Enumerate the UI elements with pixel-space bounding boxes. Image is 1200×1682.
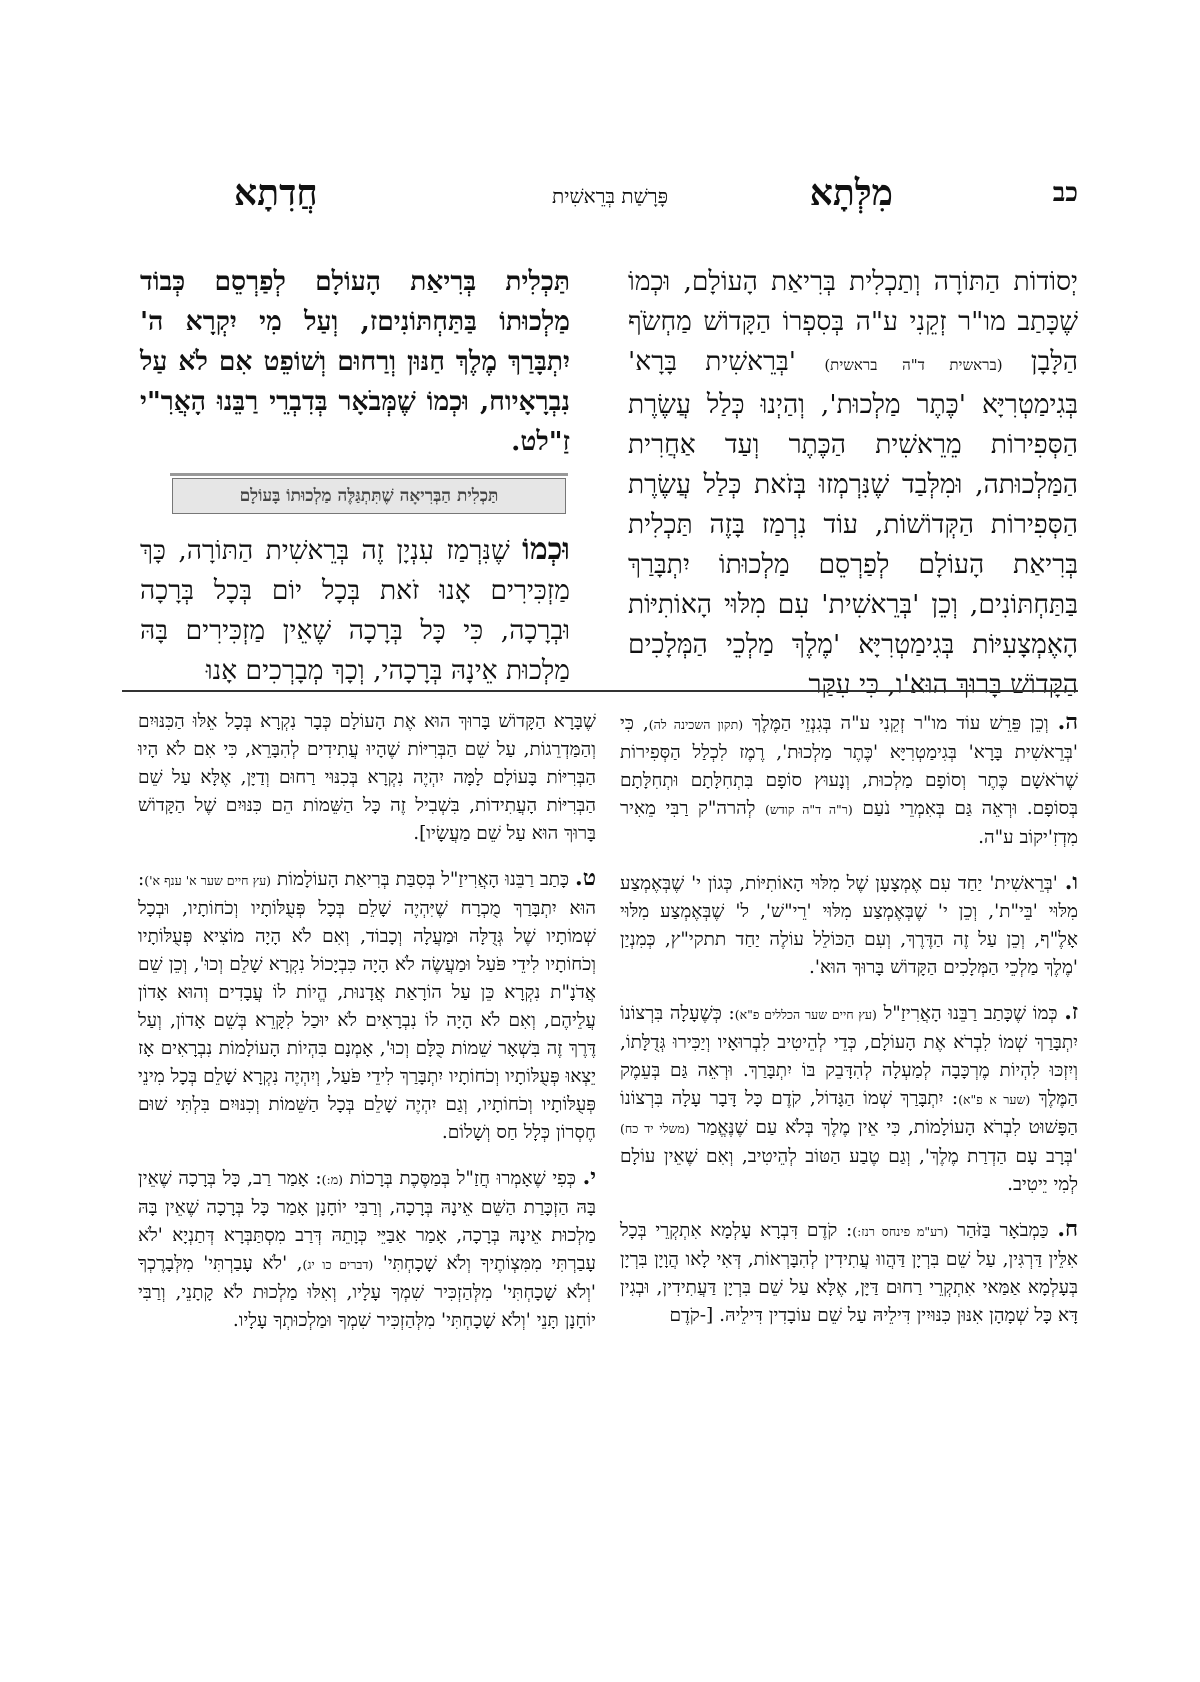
footnote-text: : יִתְבָּרַךְ שְׁמוֹ הַגָּדוֹל, קֹדֶם כָּל דָּבָר עָלָה בִּרְצוֹנוֹ הַפָּשׁוּט לִבְרֹא הָעוֹלָמוֹת, כִּי אֵין מֶלֶךְ בְּלֹא עַם שֶׁנֶּאֱמַר xyxy=(620,1088,1078,1138)
source-reference: (עץ חיים שער הכללים פ"א) xyxy=(734,1007,877,1022)
source-reference: (ר"ה ד"ה קודש) xyxy=(764,802,853,817)
source-reference: (דברים כו יג) xyxy=(302,1257,374,1272)
footnote-text: וְכֵן פֵּרֵשׁ עוֹד מו"ר זְקֵנִי ע"ה בְּגִנְזֵי הַמֶּלֶךְ xyxy=(752,713,1049,734)
footnote-letter: ח. xyxy=(1057,1216,1078,1242)
footnote-text: כְּפִי שֶׁאָמְרוּ חֲזַ"ל בְּמַסֶּכֶת בְּרָכוֹת xyxy=(349,1168,576,1189)
footnotes-right-column xyxy=(620,708,1078,1628)
footnote-text: : כְּשֶׁעָלָה בִּרְצוֹנוֹ יִתְבָּרַךְ שְׁמוֹ לִבְרֹא אֶת הָעוֹלָם, כְּדֵי לְהֵיטִיב לִבְרוּאָיו וְיַכִּירוּ גְּדֻלָּתוֹ, וְיִזְכּוּ לִהְיוֹת מֶרְכָּבָה לְמַעְלָה לְהִדָּבֵק בּוֹ יִתְבָּרַךְ. וּרְאֵה גַּם בְּעֵמֶק הַמֶּלֶךְ xyxy=(620,1003,1078,1109)
footnote xyxy=(620,1215,1078,1330)
source-reference: (עץ חיים שער א' ענף א') xyxy=(144,873,272,888)
footnote-text: : הוּא יִתְבָּרַךְ מֻכְרָח שֶׁיִּהְיֶה שָׁלֵם בְּכָל פְּעֻלּוֹתָיו וְכֹחוֹתָיו, וּבְכָל שְׁמוֹתָיו שֶׁל גְּדֻלָּה וּמַעֲלָה וְכָבוֹד, וְאִם לֹא הָיָה מוֹצִיא פְּעֻלּוֹתָיו וְכֹחוֹתָיו לִידֵי פֹּעַל וּמַעֲשֶׂה לֹא הָיָה כִּבְיָכוֹל נִקְרָא שָׁלֵם וְכוּ', וְכֵן שֵׁם אֲדֹנָ"ת נִקְרָא כֵּן עַל הוֹרָאַת אֲדָנוּת, הֱיוֹת לוֹ עֲבָדִים וְהוּא אָדוֹן עֲלֵיהֶם, וְאִם לֹא הָיָה לוֹ נִבְרָאִים לֹא יוּכַל לִקָּרֵא בְּשֵׁם אָדוֹן, וְעַל דֶּרֶךְ זֶה בִּשְׁאָר שֵׁמוֹת כֻּלָּם וְכוּ', אָמְנָם בִּהְיוֹת הָעוֹלָמוֹת נִבְרָאִים אָז יֵצְאוּ פְּעֻלּוֹתָיו וְכֹחוֹתָיו יִתְבָּרַךְ לִידֵי פֹּעַל, וְיִהְיֶה נִקְרָא שָׁלֵם בְּכָל מִינֵי פְּעֻלּוֹתָיו וְכֹחוֹתָיו, וְגַם יִהְיֶה שָׁלֵם בְּכָל הַשֵּׁמוֹת וְכִנּוּיִם בִּלְתִּי שׁוּם חֶסְרוֹן כְּלָל חַס וְשָׁלוֹם. xyxy=(138,869,596,1143)
main-text-left-column xyxy=(140,262,570,457)
main-text: תַּכְלִית בְּרִיאַת הָעוֹלָם לְפַרְסֵם כְּבוֹד מַלְכוּתוֹ בַּתַּחְתּוֹנִיםז, וְעַל מִי יִקְרָא ה' יִתְבָּרַךְ מֶלֶךְ חַנּוּן וְרַחוּם וְשׁוֹפֵט אִם לֹא עַל נִבְרָאָיוח, וּכְמוֹ שֶׁמְּבֹאָר בְּדִבְרֵי רַבֵּנוּ הָאֲרִ"י זַ"לט. xyxy=(140,266,570,457)
page-header xyxy=(122,172,1078,218)
footnotes-left-column xyxy=(138,708,596,1628)
footnote-letter: י. xyxy=(582,1164,596,1190)
source-reference: (משלי יד כח) xyxy=(620,1121,690,1136)
parsha-title: פָּרָשַׁת בְּרֵאשִׁית xyxy=(552,184,669,208)
footnote-text: : אָמַר רַב, כָּל בְּרָכָה שֶׁאֵין בָּהּ הַזְכָּרַת הַשֵּׁם אֵינָהּ בְּרָכָה, וְרַבִּי יוֹחָנָן אָמַר כָּל בְּרָכָה שֶׁאֵין בָּהּ מַלְכוּת אֵינָהּ בְּרָכָה, אָמַר אַבַּיֵּי כְּוָתֵהּ דְּרַב מִסְתַּבְּרָא דְּתַנְיָא 'לֹא עָבַרְתִּי מִמִּצְוֹתֶיךָ וְלֹא שָׁכָחְתִּי' xyxy=(138,1168,596,1274)
footnote-letter: ז. xyxy=(1064,999,1078,1025)
footnote-text: , כִּי 'בְּרֵאשִׁית בָּרָא' בְּגִימַטְרִיָּא 'כֶּתֶר מַלְכוּת', רֶמֶז לִכְלַל הַסְּפִירוֹת שֶׁרֹאשָׁם כֶּתֶר וְסוֹפָם מַלְכוּת, וְנָעוּץ סוֹפָם בִּתְחִלָּתָם וּתְחִלָּתָם בְּסוֹפָם. וּרְאֵה גַּם בְּאִמְרֵי נֹעַם xyxy=(620,713,1079,819)
source-reference: (תקון השכינה לה) xyxy=(648,717,744,732)
footnote xyxy=(620,708,1078,852)
book-title-right: מִלְּתָא xyxy=(809,172,893,214)
footnote xyxy=(138,1163,596,1335)
main-text: יְסוֹדוֹת הַתּוֹרָה וְתַכְלִית בְּרִיאַת הָעוֹלָם, וּכְמוֹ שֶׁכָּתַב מו"ר זְקֵנִי ע"ה בְּסִפְרוֹ הַקָּדוֹשׁ מַחְשֹׂף הַלָּבָן xyxy=(628,266,1078,377)
main-text: 'בְּרֵאשִׁית בָּרָא' בְּגִימַטְרִיָּא 'כֶּתֶר מַלְכוּת', וְהַיְנוּ כְּלַל עֲשֶׂרֶת הַסְּפִירוֹת מֵרֵאשִׁית הַכֶּתֶר וְעַד אַחֲרִית הַמַּלְכוּתה, וּמִלְּבַד שֶׁנִּרְמְזוּ בְּזֹאת כְּלַל עֲשֶׂרֶת הַסְּפִירוֹת הַקְּדוֹשׁוֹת, עוֹד נִרְמַז בָּזֶה תַּכְלִית בְּרִיאַת הָעוֹלָם לְפַרְסֵם מַלְכוּתוֹ יִתְבָּרַךְ בַּתַּחְתּוֹנִים, וְכֵן 'בְּרֵאשִׁית' עִם מִלּוּי הָאוֹתִיּוֹת הָאֶמְצָעִיּוֹת בְּגִימַטְרִיָּא 'מֶלֶךְ מַלְכֵי הַמְּלָכִים הַקָּדוֹשׁ בָּרוּךְ הוּא'ו, כִּי עִקַּר xyxy=(628,346,1078,700)
main-text: שֶׁנִּרְמַז עִנְיָן זֶה בְּרֵאשִׁית הַתּוֹרָה, כָּךְ מַזְכִּירִים אָנוּ זֹאת בְּכָל יוֹם בְּכָל בְּרָכָה וּבְרָכָה, כִּי כָּל בְּרָכָה שֶׁאֵין מַזְכִּירִים בָּהּ מַלְכוּת אֵינָהּ בְּרָכָהי, וְכָךְ מְבָרְכִים אָנוּ xyxy=(140,535,570,686)
book-title-left: חֲדִתָא xyxy=(234,172,318,214)
footnote-text: כְּמוֹ שֶׁכָּתַב רַבֵּנוּ הָאֲרִיזַ"ל xyxy=(883,1003,1058,1024)
paragraph-lead-word: וּכְמוֹ xyxy=(522,532,570,567)
footnote-letter: ט. xyxy=(575,865,596,891)
footnote-text: 'בְּרֵאשִׁית' יַחַד עִם אֶמְצָעָן שֶׁל מִלּוּי הָאוֹתִיּוֹת, כְּגוֹן י' שֶׁבְּאֶמְצַע מִלּוּי 'בֵּי"ת', וְכֵן י' שֶׁבְּאֶמְצַע מִלּוּי 'רֵי"שׁ', ל' שֶׁבְּאֶמְצַע מִלּוּי אָלֶ"ף, וְכֵן עַל זֶה הַדֶּרֶךְ, וְעִם הַכּוֹלֵל עוֹלֶה יַחַד תתקי"ץ, כְּמִנְיַן 'מֶלֶךְ מַלְכֵי הַמְּלָכִים הַקָּדוֹשׁ בָּרוּךְ הוּא'. xyxy=(620,873,1078,978)
footnote-letter: ה. xyxy=(1057,709,1078,735)
footnote-text: : קֹדֶם דִּבְרָא עָלְמָא אִתְקְרֵי בְּכָל אִלֵּין דַּרְגִּין, עַל שֵׁם בִּרְיָן דַּהֲווּ עֲתִידִין לְהִבָּרְאוֹת, דְּאִי לָאו הֲוָיָן בִּרְיָן בְּעָלְמָא אַמַּאי אִתְקְרֵי רַחוּם דַּיָּן, אֶלָּא עַל שֵׁם בִּרְיָן דַּעֲתִידִין, וּבְגִין דָּא כָּל שְׁמָהָן אִנּוּן כִּנּוּיִין דִּילֵיהּ עַל שֵׁם עוֹבָדִין דִּילֵיהּ. [-קֹדֶם xyxy=(620,1220,1078,1326)
source-reference: (שער א פ"א) xyxy=(958,1092,1031,1107)
section-title: תַּכְלִית הַבְּרִיאָה שֶׁתִּתְגַּלֶּה מַלְכוּתוֹ בָּעוֹלָם xyxy=(239,486,499,506)
footnote-text: 'בְּרָב עָם הַדְרַת מֶלֶךְ', וְגַם טֶבַע הַטּוֹב לְהֵיטִיב, וְאִם שֶׁאֵין עוֹלָם לְמִי יֵיטִיב. xyxy=(620,1146,1078,1195)
footnote xyxy=(620,868,1078,982)
source-reference: (מ:) xyxy=(321,1172,344,1187)
source-reference: (רע"מ פינחס רנז:) xyxy=(852,1224,949,1239)
footnote-divider xyxy=(122,690,1078,692)
main-text-right-column xyxy=(628,262,1078,700)
main-text-left-continued xyxy=(140,530,570,686)
footnote-continuation xyxy=(138,708,596,848)
section-heading xyxy=(172,478,566,514)
footnote xyxy=(138,864,596,1147)
source-reference: (בראשית ד"ה בראשית) xyxy=(824,356,1003,374)
footnote-text: כָּתַב רַבֵּנוּ הָאֲרִיזַ"ל בְּסִבַּת בְּרִיאַת הָעוֹלָמוֹת xyxy=(277,869,570,890)
footnote-text: כַּמְבֹאָר בַּזֹּהַר xyxy=(956,1220,1049,1241)
footnote-text: שֶׁבָּרָא הַקָּדוֹשׁ בָּרוּךְ הוּא אֶת הָעוֹלָם כְּבָר נִקְרָא בְּכָל אֵלּוּ הַכִּנּוּיִם וְהַמַּדְרֵגוֹת, עַל שֵׁם הַבְּרִיּוֹת שֶׁהָיוּ עֲתִידִים לְהִבָּרֵא, כִּי אִם לֹא הָיוּ הַבְּרִיּוֹת בָּעוֹלָם לָמָּה יִהְיֶה נִקְרָא בְּכִנּוּי רַחוּם וְדַיָּן, אֶלָּא עַל שֵׁם הַבְּרִיּוֹת הָעֲתִידוֹת, בִּשְׁבִיל זֶה כָּל הַשֵּׁמוֹת הֵם כִּנּוּיִם שֶׁל הַקָּדוֹשׁ בָּרוּךְ הוּא עַל שֵׁם מַעֲשָׂיו]. xyxy=(138,711,596,844)
footnote-text: לְהרה"ק רַבִּי מֵאִיר מִדְזִ'יקוֹב ע"ה. xyxy=(620,798,1078,848)
footnote-text: , 'לֹא עָבַרְתִּי' מִלְּבָרֶכְךָ 'וְלֹא שָׁכָחְתִּי' מִלְּהַזְכִּיר שִׁמְךָ עָלָיו, וְאִלּוּ מַלְכוּת לֹא קָתָנֵי, וְרַבִּי יוֹחָנָן תָּנֵי 'וְלֹא שָׁכָחְתִּי' מִלְּהַזְכִּיר שִׁמְךָ וּמַלְכוּתְךָ עָלָיו. xyxy=(138,1253,596,1331)
footnote-letter: ו. xyxy=(1064,869,1078,895)
footnote xyxy=(620,998,1078,1199)
page-number: כב xyxy=(1052,178,1078,208)
